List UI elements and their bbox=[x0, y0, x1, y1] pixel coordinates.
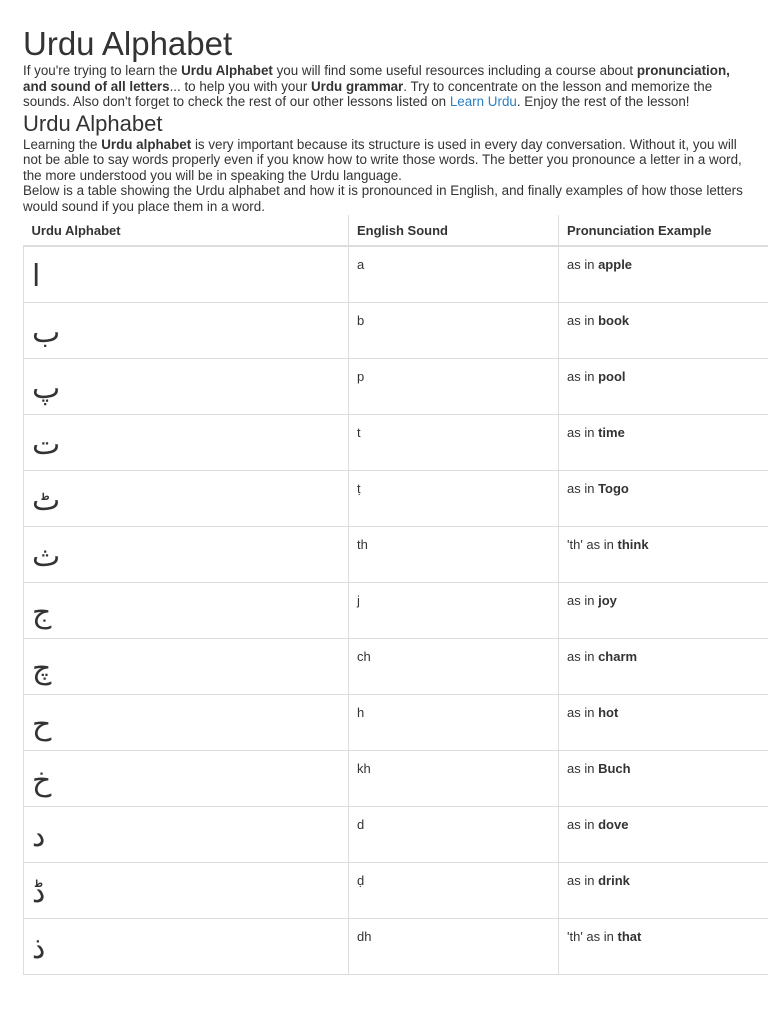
urdu-letter: چ bbox=[24, 638, 349, 694]
example-prefix: as in bbox=[567, 872, 599, 888]
table-row bbox=[24, 638, 768, 694]
table-row bbox=[24, 414, 768, 470]
example-prefix: as in bbox=[567, 368, 599, 384]
example-word: Togo bbox=[598, 480, 629, 496]
english-sound: j bbox=[349, 582, 559, 638]
example-word: joy bbox=[598, 592, 617, 608]
paragraph-text: is very important because its structure is used in every day conversation. Without it, you will not be able to say words properly even if you know how to write those words. The better you pronounce a letter in a word, the more understood you will be in speaking the Urdu language. bbox=[23, 136, 742, 183]
table-row bbox=[24, 862, 768, 918]
intro-paragraph bbox=[23, 63, 753, 110]
header-english-sound: English Sound bbox=[349, 215, 559, 246]
pronunciation-example bbox=[559, 806, 768, 862]
urdu-letter: ذ bbox=[24, 918, 349, 974]
example-word: drink bbox=[598, 872, 630, 888]
example-word: that bbox=[617, 928, 642, 944]
example-prefix: as in bbox=[567, 424, 599, 440]
table-row bbox=[24, 526, 768, 582]
example-prefix: as in bbox=[567, 704, 599, 720]
header-pronunciation-example: Pronunciation Example bbox=[559, 215, 768, 246]
example-word: think bbox=[617, 536, 649, 552]
example-word: Buch bbox=[598, 760, 631, 776]
pronunciation-example bbox=[559, 582, 768, 638]
english-sound: a bbox=[349, 246, 559, 302]
english-sound: p bbox=[349, 358, 559, 414]
english-sound: ḍ bbox=[349, 862, 559, 918]
example-prefix: as in bbox=[567, 816, 599, 832]
english-sound: b bbox=[349, 302, 559, 358]
example-word: charm bbox=[598, 648, 638, 664]
importance-paragraph bbox=[23, 137, 753, 184]
alphabet-table bbox=[23, 215, 768, 975]
urdu-letter: خ bbox=[24, 750, 349, 806]
table-description-paragraph: Below is a table showing the Urdu alphabet and how it is pronounced in English, and finally examples of how those letters would sound if you place them in a word. bbox=[23, 183, 743, 214]
english-sound: ch bbox=[349, 638, 559, 694]
english-sound: h bbox=[349, 694, 559, 750]
pronunciation-example bbox=[559, 470, 768, 526]
urdu-letter: ا bbox=[24, 246, 349, 302]
intro-text: you will find some useful resources including a course about bbox=[272, 63, 637, 78]
intro-text: . Enjoy the rest of the lesson! bbox=[516, 94, 690, 109]
learn-urdu-link[interactable]: Learn Urdu bbox=[449, 94, 517, 109]
table-row bbox=[24, 246, 768, 302]
pronunciation-example bbox=[559, 918, 768, 974]
intro-text: If you're trying to learn the bbox=[23, 63, 182, 78]
page-content bbox=[23, 0, 768, 975]
intro-text: . Try to concentrate on the lesson and memorize the sounds. Also don't forget to check the rest of our other lessons listed on bbox=[23, 78, 713, 109]
table-row bbox=[24, 750, 768, 806]
paragraph-bold-urdu-alphabet: Urdu alphabet bbox=[101, 136, 192, 152]
pronunciation-example bbox=[559, 694, 768, 750]
paragraph-text: Learning the bbox=[23, 136, 102, 152]
page-title: Urdu Alphabet bbox=[23, 25, 233, 62]
example-word: book bbox=[598, 312, 630, 328]
example-prefix: as in bbox=[567, 480, 599, 496]
table-row bbox=[24, 358, 768, 414]
english-sound: kh bbox=[349, 750, 559, 806]
intro-bold-pronunciation: pronunciation, and sound of all letters bbox=[23, 63, 730, 94]
table-row bbox=[24, 694, 768, 750]
english-sound: t bbox=[349, 414, 559, 470]
example-word: apple bbox=[598, 257, 633, 272]
intro-text: ... to help you with your bbox=[169, 78, 311, 94]
example-word: hot bbox=[598, 704, 619, 720]
table-row bbox=[24, 806, 768, 862]
pronunciation-example bbox=[559, 862, 768, 918]
pronunciation-example bbox=[559, 526, 768, 582]
table-row bbox=[24, 918, 768, 974]
example-prefix: as in bbox=[567, 312, 599, 328]
english-sound: th bbox=[349, 526, 559, 582]
pronunciation-example bbox=[559, 358, 768, 414]
pronunciation-example bbox=[559, 246, 768, 302]
pronunciation-example bbox=[559, 302, 768, 358]
example-prefix: as in bbox=[567, 648, 599, 664]
example-prefix: as in bbox=[567, 760, 599, 776]
english-sound: ṭ bbox=[349, 470, 559, 526]
pronunciation-example bbox=[559, 638, 768, 694]
urdu-letter: د bbox=[24, 806, 349, 862]
intro-bold-urdu-alphabet: Urdu Alphabet bbox=[181, 63, 273, 78]
header-urdu-alphabet: Urdu Alphabet bbox=[24, 215, 349, 246]
table-row bbox=[24, 470, 768, 526]
urdu-letter: ح bbox=[24, 694, 349, 750]
example-word: pool bbox=[598, 368, 626, 384]
example-prefix: as in bbox=[567, 257, 599, 272]
pronunciation-example bbox=[559, 750, 768, 806]
urdu-letter: ج bbox=[24, 582, 349, 638]
pronunciation-example bbox=[559, 414, 768, 470]
example-prefix: 'th' as in bbox=[567, 928, 618, 944]
example-word: time bbox=[598, 424, 625, 440]
section-title: Urdu Alphabet bbox=[23, 110, 163, 136]
urdu-letter: پ bbox=[24, 358, 349, 414]
intro-bold-urdu-grammar: Urdu grammar bbox=[311, 78, 404, 94]
table-row bbox=[24, 302, 768, 358]
english-sound: dh bbox=[349, 918, 559, 974]
urdu-letter: ڈ bbox=[24, 862, 349, 918]
table-row bbox=[24, 582, 768, 638]
example-word: dove bbox=[598, 816, 629, 832]
urdu-letter: ت bbox=[24, 414, 349, 470]
urdu-letter: ٹ bbox=[24, 470, 349, 526]
table-header-row bbox=[24, 215, 768, 246]
urdu-letter: ث bbox=[24, 526, 349, 582]
example-prefix: as in bbox=[567, 592, 599, 608]
urdu-letter: ب bbox=[24, 302, 349, 358]
example-prefix: 'th' as in bbox=[567, 536, 618, 552]
english-sound: d bbox=[349, 806, 559, 862]
